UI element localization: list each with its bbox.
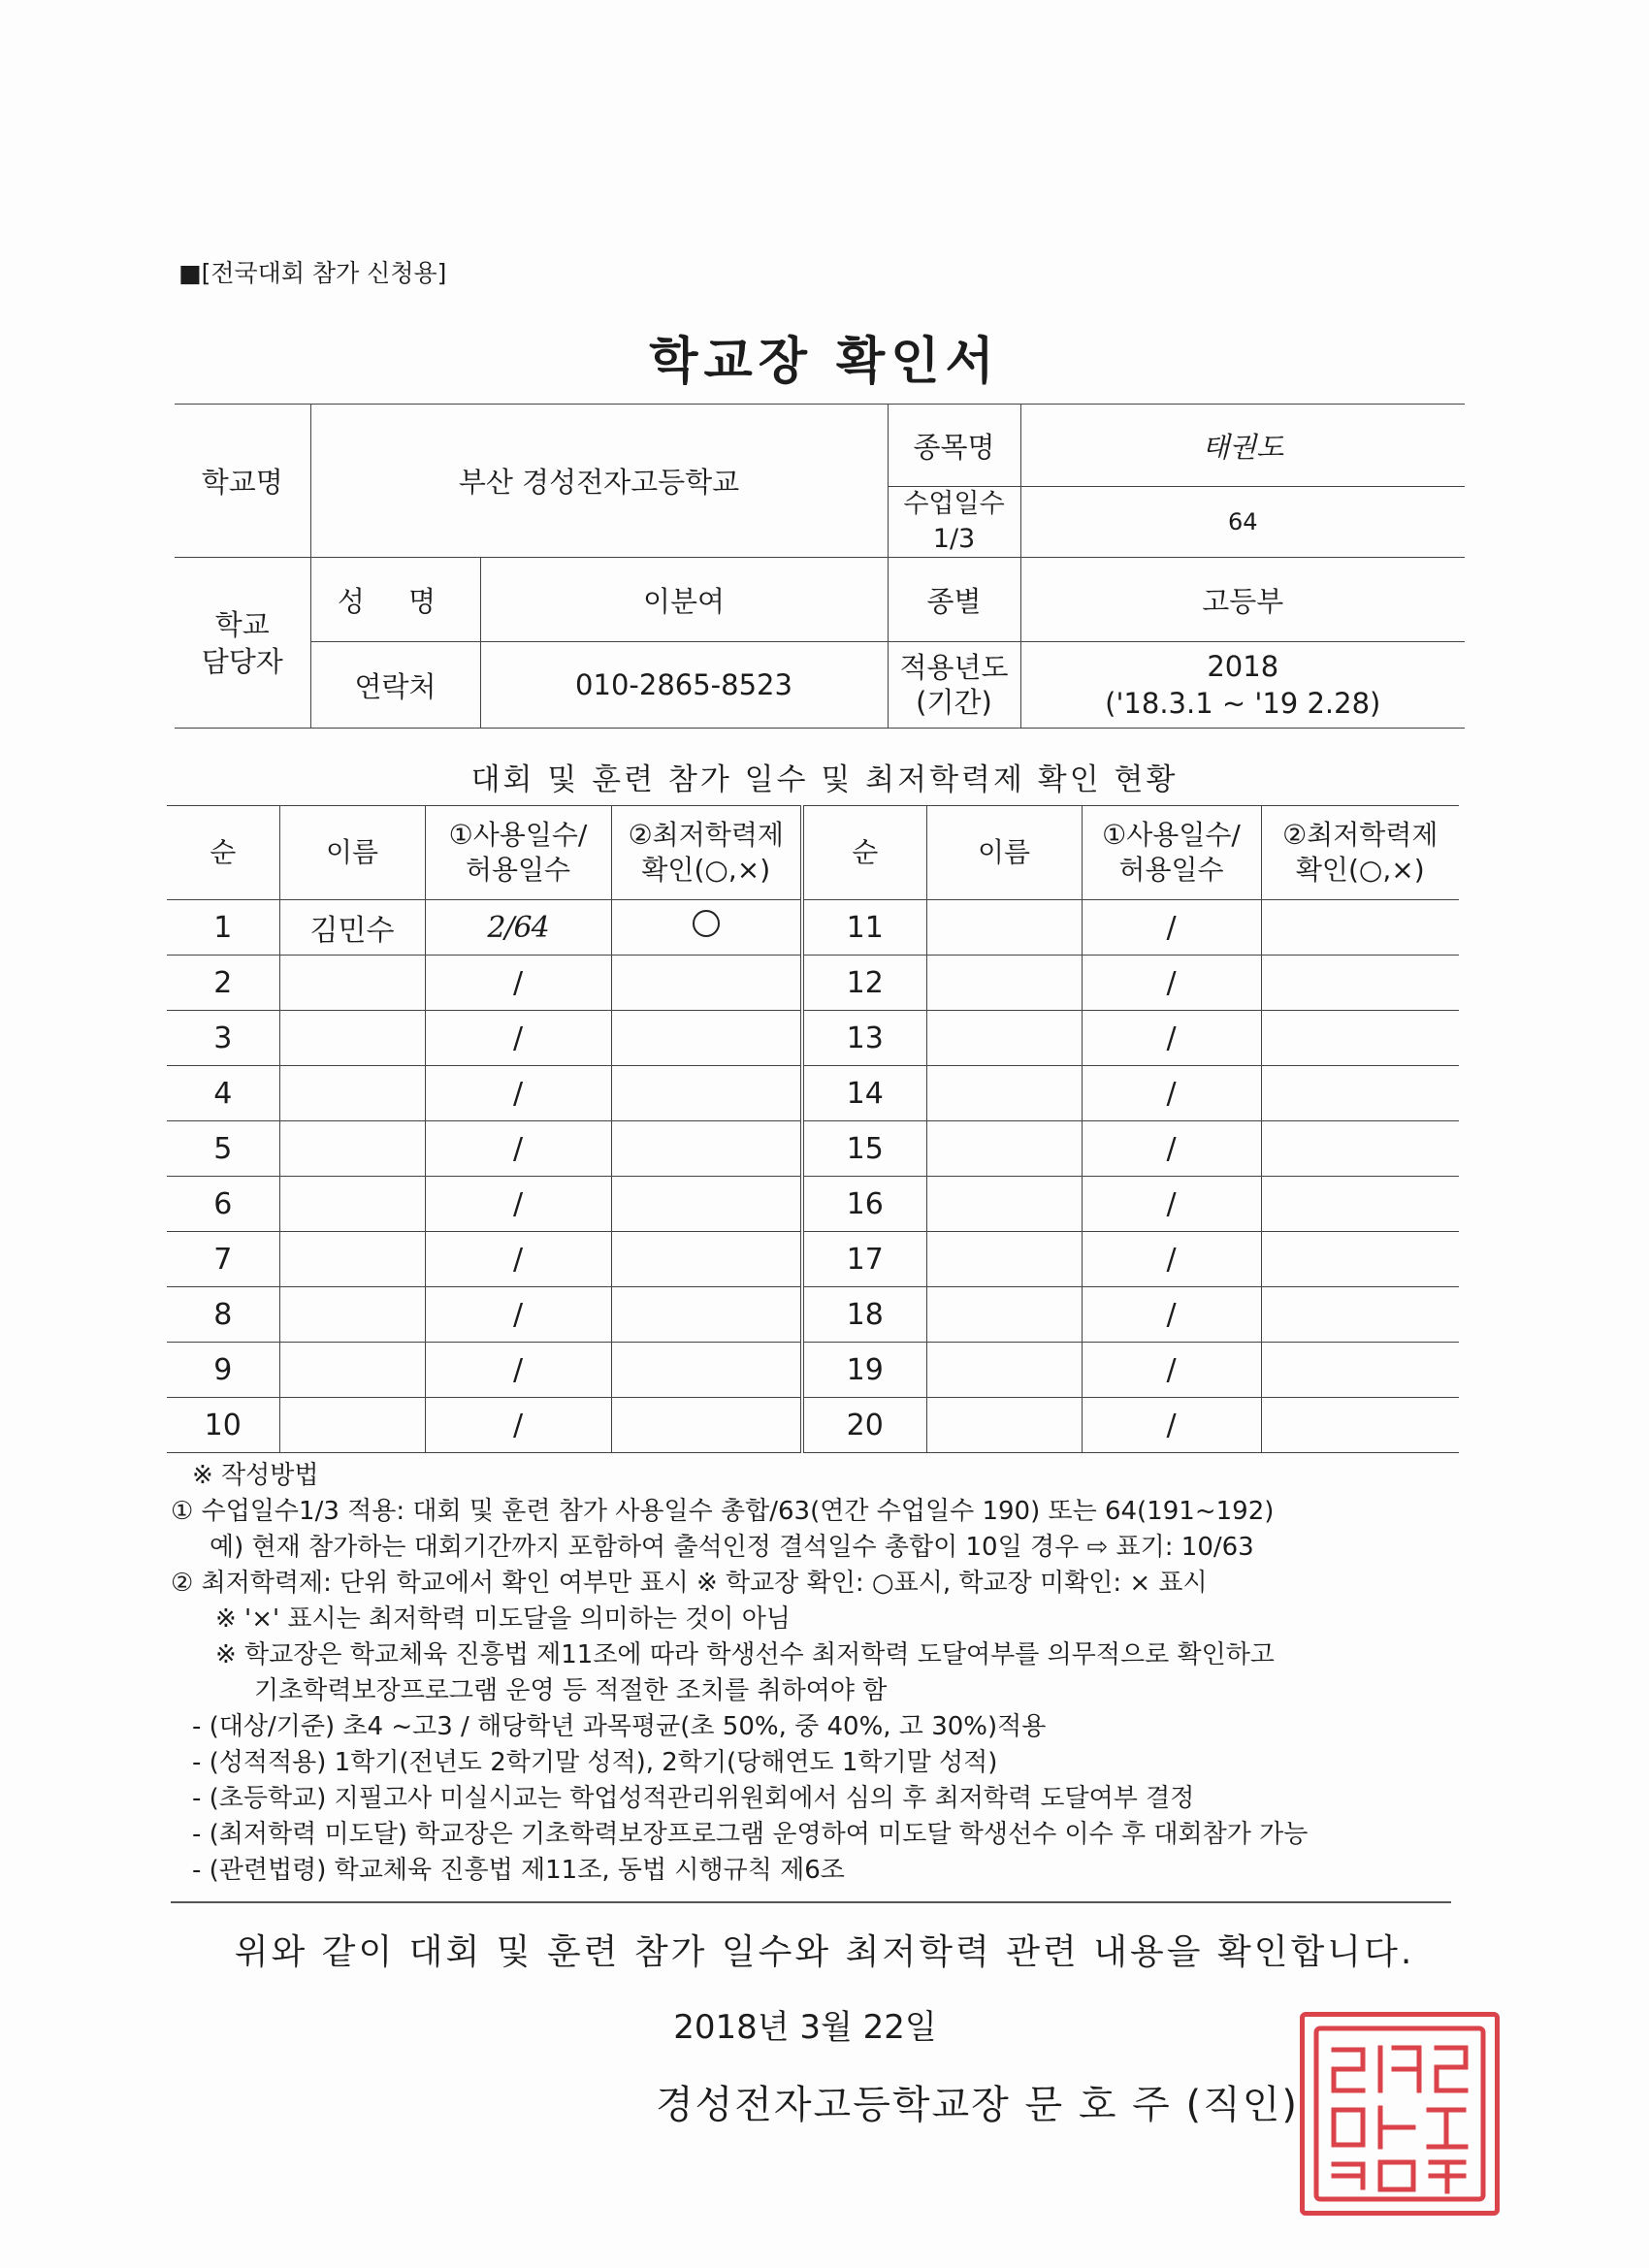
row-check (1261, 900, 1459, 956)
header-no: 순 (802, 806, 926, 900)
participation-table (167, 805, 1459, 1453)
row-name (279, 1011, 425, 1066)
row-check (1261, 1177, 1459, 1232)
row-no: 5 (167, 1121, 279, 1177)
header-days: ①사용일수/ 허용일수 (1082, 806, 1261, 900)
row-check (1261, 956, 1459, 1011)
official-seal-stamp (1300, 2012, 1500, 2216)
instruction-item: ① 수업일수1/3 적용: 대회 및 훈련 참가 사용일수 총합/63(연간 수업일수 190) 또는 64(191~192) (171, 1497, 1275, 1526)
contact-value: 010-2865-8523 (480, 642, 888, 729)
row-no: 12 (802, 956, 926, 1011)
row-name (926, 1121, 1082, 1177)
row-name (926, 1011, 1082, 1066)
instructions-heading: ※ 작성방법 (192, 1461, 319, 1490)
table-row (167, 1066, 1459, 1121)
row-days: / (1082, 1066, 1261, 1121)
row-check (1261, 1011, 1459, 1066)
header-check: ②최저학력제 확인(○,×) (1261, 806, 1459, 900)
row-check (611, 900, 802, 956)
row-check (1261, 1287, 1459, 1343)
row-name (279, 1343, 425, 1398)
contact-label: 연락처 (310, 642, 480, 729)
instructions (171, 1458, 1471, 1889)
header-no: 순 (167, 806, 279, 900)
sport-value: 태권도 (1020, 405, 1465, 487)
row-name (926, 900, 1082, 956)
instruction-item: ② 최저학력제: 단위 학교에서 확인 여부만 표시 ※ 학교장 확인: ○표시, 학교장 미확인: × 표시 (171, 1569, 1208, 1598)
row-check (611, 1398, 802, 1453)
row-name (279, 1232, 425, 1287)
instruction-item: 예) 현재 참가하는 대회기간까지 포함하여 출석인정 결석일수 총합이 10일 경우 ⇨ 표기: 10/63 (210, 1533, 1254, 1562)
division-value: 고등부 (1020, 558, 1465, 642)
row-name (926, 1287, 1082, 1343)
table-row (167, 1343, 1459, 1398)
row-days: / (1082, 1011, 1261, 1066)
row-no: 3 (167, 1011, 279, 1066)
row-check (1261, 1343, 1459, 1398)
row-check (611, 1343, 802, 1398)
row-check (1261, 1232, 1459, 1287)
row-days: / (1082, 1398, 1261, 1453)
table-row (167, 1398, 1459, 1453)
row-check (611, 1287, 802, 1343)
table-row (167, 1232, 1459, 1287)
row-name (926, 1177, 1082, 1232)
row-days: / (425, 1343, 611, 1398)
row-check (1261, 1398, 1459, 1453)
row-check (1261, 1066, 1459, 1121)
school-name-label: 학교명 (175, 405, 310, 558)
instruction-item: - (성적적용) 1학기(전년도 2학기말 성적), 2학기(당해연도 1학기말 성적) (192, 1748, 998, 1777)
row-check (611, 1177, 802, 1232)
sport-label: 종목명 (888, 405, 1020, 487)
row-no: 2 (167, 956, 279, 1011)
row-check (611, 1011, 802, 1066)
row-days: / (1082, 956, 1261, 1011)
table-row (167, 1121, 1459, 1177)
manager-name-label: 성 명 (310, 558, 480, 642)
document-title: 학교장 확인서 (649, 333, 1000, 391)
header-name: 이름 (279, 806, 425, 900)
row-days: / (1082, 1177, 1261, 1232)
row-name (926, 1066, 1082, 1121)
section-title: 대회 및 훈련 참가 일수 및 최저학력제 확인 현황 (470, 762, 1179, 797)
circle-mark-icon (693, 910, 720, 937)
row-check (611, 1232, 802, 1287)
instruction-item: - (대상/기준) 초4 ~고3 / 해당학년 과목평균(초 50%, 중 40%, 고 30%)적용 (192, 1712, 1047, 1741)
table-row (167, 1287, 1459, 1343)
row-no: 13 (802, 1011, 926, 1066)
row-days: / (425, 1287, 611, 1343)
row-check (611, 1066, 802, 1121)
header-days: ①사용일수/ 허용일수 (425, 806, 611, 900)
row-no: 17 (802, 1232, 926, 1287)
row-days: / (1082, 1232, 1261, 1287)
instruction-item: ※ 학교장은 학교체육 진흥법 제11조에 따라 학생선수 최저학력 도달여부를 의무적으로 확인하고 (215, 1640, 1275, 1669)
row-days: / (1082, 1343, 1261, 1398)
row-no: 1 (167, 900, 279, 956)
row-no: 18 (802, 1287, 926, 1343)
row-no: 4 (167, 1066, 279, 1121)
row-no: 14 (802, 1066, 926, 1121)
row-no: 15 (802, 1121, 926, 1177)
row-no: 9 (167, 1343, 279, 1398)
row-no: 7 (167, 1232, 279, 1287)
row-no: 6 (167, 1177, 279, 1232)
row-days: / (425, 1232, 611, 1287)
row-name (926, 956, 1082, 1011)
row-days: / (425, 1066, 611, 1121)
header-check: ②최저학력제 확인(○,×) (611, 806, 802, 900)
confirmation-statement: 위와 같이 대회 및 훈련 참가 일수와 최저학력 관련 내용을 확인합니다. (234, 1932, 1415, 1972)
row-days: / (1082, 1121, 1261, 1177)
class-days-value: 64 (1020, 487, 1465, 558)
row-no: 19 (802, 1343, 926, 1398)
row-name (926, 1398, 1082, 1453)
instruction-item: - (관련법령) 학교체육 진흥법 제11조, 동법 시행규칙 제6조 (192, 1856, 845, 1885)
row-name (279, 956, 425, 1011)
row-days-handwritten: 2/64 (425, 900, 611, 956)
row-name (279, 1121, 425, 1177)
manager-name-value: 이분여 (480, 558, 888, 642)
row-name: 김민수 (279, 900, 425, 956)
row-name (926, 1343, 1082, 1398)
row-days: / (425, 1121, 611, 1177)
row-check (611, 956, 802, 1011)
school-name-value: 부산 경성전자고등학교 (310, 405, 888, 558)
table-row (167, 956, 1459, 1011)
division-label: 종별 (888, 558, 1020, 642)
row-name (926, 1232, 1082, 1287)
row-name (279, 1066, 425, 1121)
seal-icon (1305, 2017, 1495, 2211)
row-name (279, 1287, 425, 1343)
header-name: 이름 (926, 806, 1082, 900)
school-info-table (175, 404, 1465, 729)
table-row (167, 1177, 1459, 1232)
principal-signature: 경성전자고등학교장 문 호 주 (직인) (656, 2083, 1300, 2127)
row-days: / (425, 956, 611, 1011)
apply-year-label: 적용년도 (기간) (888, 642, 1020, 729)
row-name (279, 1177, 425, 1232)
table-row (167, 900, 1459, 956)
issue-date: 2018년 3월 22일 (673, 2008, 937, 2047)
class-days-label: 수업일수 1/3 (888, 487, 1020, 558)
table-row (167, 1011, 1459, 1066)
table-header-row (167, 806, 1459, 900)
form-type-tag: ■[전국대회 참가 신청용] (178, 259, 447, 287)
row-name (279, 1398, 425, 1453)
divider (171, 1901, 1451, 1903)
row-days: / (425, 1398, 611, 1453)
instruction-item: - (초등학교) 지필고사 미실시교는 학업성적관리위원회에서 심의 후 최저학력 도달여부 결정 (192, 1784, 1195, 1813)
row-days: / (425, 1177, 611, 1232)
row-days: / (425, 1011, 611, 1066)
instruction-item: ※ '×' 표시는 최저학력 미도달을 의미하는 것이 아님 (215, 1604, 791, 1634)
row-no: 10 (167, 1398, 279, 1453)
apply-year-value: 2018 ('18.3.1 ~ '19 2.28) (1020, 642, 1465, 729)
row-no: 11 (802, 900, 926, 956)
instruction-item: - (최저학력 미도달) 학교장은 기초학력보장프로그램 운영하여 미도달 학생선수 이수 후 대회참가 가능 (192, 1820, 1309, 1849)
row-days: / (1082, 900, 1261, 956)
row-no: 8 (167, 1287, 279, 1343)
school-manager-label: 학교 담당자 (175, 558, 310, 729)
row-check (611, 1121, 802, 1177)
row-check (1261, 1121, 1459, 1177)
instruction-item: 기초학력보장프로그램 운영 등 적절한 조치를 취하여야 함 (254, 1676, 888, 1705)
row-no: 20 (802, 1398, 926, 1453)
row-days: / (1082, 1287, 1261, 1343)
row-no: 16 (802, 1177, 926, 1232)
